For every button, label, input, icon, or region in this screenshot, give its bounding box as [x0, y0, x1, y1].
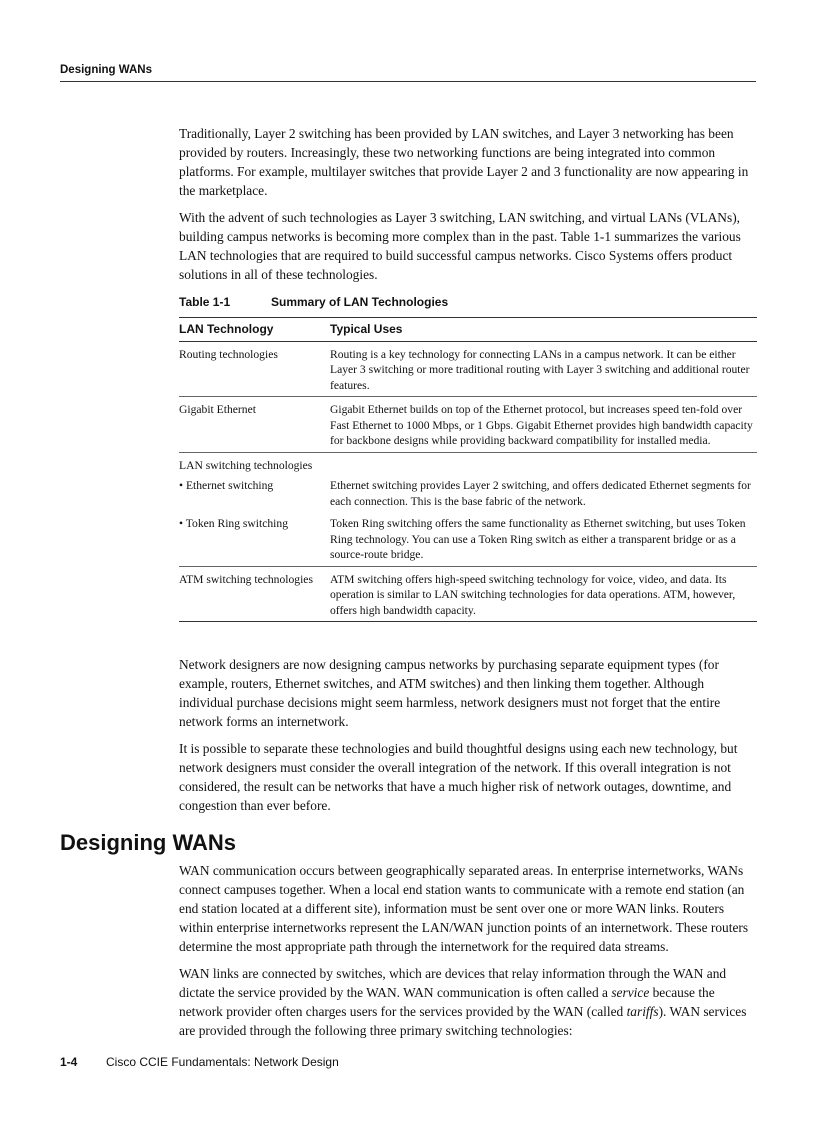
- page-number: 1-4: [60, 1055, 78, 1069]
- uses-cell: Routing is a key technology for connecting LANs in a campus network. It can be either Layer 3 switching or more traditional routing with Layer 3 switching and additional router features.: [330, 347, 750, 392]
- p6-text-c: ). WAN services are provided through the following three primary switching technologies:: [179, 1004, 747, 1038]
- uses-cell: [330, 458, 757, 474]
- running-head: Designing WANs: [60, 64, 153, 76]
- uses-cell: Ethernet switching provides Layer 2 switching, and offers dedicated Ethernet segments for each connection. This is the base fabric of the network.: [330, 479, 751, 508]
- technology-cell: • Token Ring switching: [179, 517, 288, 530]
- intro-text: [179, 124, 757, 292]
- table-header-row: [179, 317, 757, 342]
- technology-cell: Routing technologies: [179, 347, 278, 361]
- table-number: Table 1-1: [179, 295, 231, 309]
- col-header-uses: Typical Uses: [330, 322, 403, 336]
- table-row: [179, 567, 757, 623]
- p6-text-a: WAN links are connected by switches, which are devices that relay information through the WAN and dictate the service provided by the WAN. WAN communication is often called a: [179, 966, 727, 1000]
- lan-technologies-table: [179, 317, 757, 622]
- table-row: [179, 342, 757, 398]
- section-heading: Designing WANs: [60, 830, 237, 855]
- intro-paragraph-1: Traditionally, Layer 2 switching has been provided by LAN switches, and Layer 3 networking has been provided by routers. Increasingly, these two networking functions are being integrated into common platforms. For example, multilayer switches that provide Layer 2 and 3 functionality are now appearing in the marketplace.: [179, 126, 749, 198]
- technology-cell: LAN switching technologies: [179, 458, 313, 472]
- uses-cell: ATM switching offers high-speed switching technology for voice, video, and data. Its operation is similar to LAN switching technologies for data operations. ATM, however, offers high bandwidth capacity.: [330, 572, 736, 617]
- table-row: [179, 453, 757, 476]
- paragraph-4: It is possible to separate these technologies and build thoughtful designs using each new technology, but network designers must consider the overall integration of the network. If this overall integration is not considered, the result can be networks that have a much higher risk of network outages, downtime, and congestion than ever before.: [179, 741, 738, 813]
- paragraph-3: Network designers are now designing campus networks by purchasing separate equipment types (for example, routers, Ethernet switches, and ATM switches) and then linking them together. Although individual purchase decisions might seem harmless, network designers must not forget that the entire network forms an internetwork.: [179, 657, 721, 729]
- uses-cell: Gigabit Ethernet builds on top of the Ethernet protocol, but increases speed ten-fold over Fast Ethernet to 1000 Mbps, or 1 Gbps. Gigabit Ethernet provides high bandwidth capacity for backbone designs while providing backward compatibility for installed media.: [330, 403, 753, 447]
- p6-emphasis-tariffs: tariffs: [626, 1004, 659, 1019]
- section-text: [179, 861, 757, 1048]
- table-row: [179, 512, 757, 567]
- table-caption: [179, 295, 448, 309]
- technology-cell: • Ethernet switching: [179, 479, 274, 492]
- book-title: Cisco CCIE Fundamentals: Network Design: [106, 1055, 339, 1069]
- intro-paragraph-2: With the advent of such technologies as Layer 3 switching, LAN switching, and virtual LANs (VLANs), building campus networks is becoming more complex than in the past. Table 1-1 summarizes the various LAN technologies that are required to build successful campus networks. Cisco Systems offers product solutions in all of these technologies.: [179, 210, 741, 282]
- paragraph-5: WAN communication occurs between geographically separated areas. In enterprise internetworks, WANs connect campuses together. When a local end station wants to communicate with a remote end station (an end station located at a different site), information must be sent over one or more WAN links. Routers within enterprise internetworks represent the LAN/WAN junction points of an internetwork. These routers determine the most appropriate path through the internetwork for the required data streams.: [179, 863, 749, 954]
- col-header-technology: LAN Technology: [179, 322, 274, 336]
- uses-cell: Token Ring switching offers the same functionality as Ethernet switching, but uses Token Ring technology. You can use a Token Ring switch as either a transparent bridge or as a source-route bridge.: [330, 517, 746, 561]
- header-rule: [60, 81, 756, 82]
- technology-cell: Gigabit Ethernet: [179, 403, 256, 416]
- technology-cell: ATM switching technologies: [179, 572, 313, 586]
- after-table-text: [179, 655, 757, 823]
- paragraph-6: [179, 964, 757, 1040]
- table-row: [179, 475, 757, 512]
- table-row: [179, 397, 757, 453]
- table-title: Summary of LAN Technologies: [271, 295, 449, 309]
- p6-text-b: because the network provider often charges users for the services provided by the WAN (called: [179, 985, 715, 1019]
- footer: [60, 1055, 339, 1069]
- p6-emphasis-service: service: [611, 985, 650, 1000]
